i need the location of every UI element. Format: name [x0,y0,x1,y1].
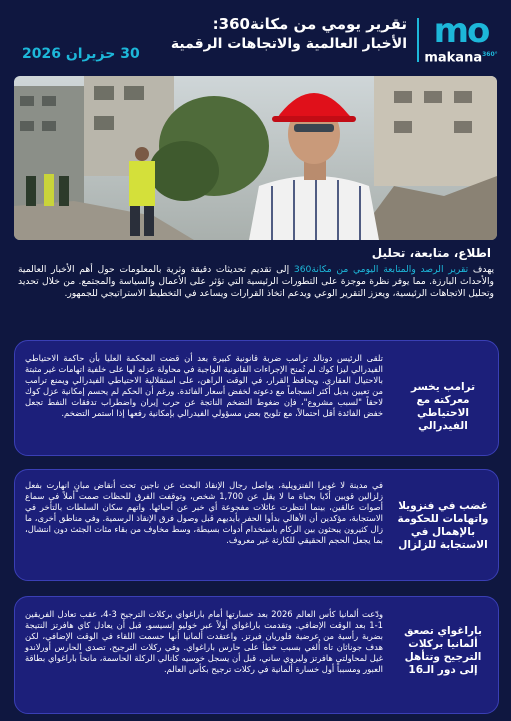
report-header [0,0,511,74]
makana-logo [423,11,499,70]
report-date: 30 حزيران 2026 [22,46,140,62]
intro-lead: يهدف [472,264,495,275]
intro-paragraph [18,264,494,301]
header-divider [417,18,419,62]
title-line-1: تقرير يومي من مكانة360: [212,15,407,33]
news-card [14,469,499,581]
news-card-text: ودّعت ألمانيا كأس العالم 2026 بعد خسارتها أمام باراغواي بركلات الترجيح 3-4، عقب تعادل الفريقين 1-1 بعد الوقت الإضافي. وتقدمت باراغواي أولاً عبر خوليو إنسيسو، قبل أن يعادل كاي هافرتز النتيجة بضربة رأسية من عرضية فلوريان فيرتز. واعتقدت ألمانيا أنها حسمت اللقاء في الوقت الإضافي، لكن هدف جوناثان تاه أُلغي بسبب خطأ على حارس باراغواي. وفي ركلات الترجيح، تصدى الحارس أورلاندو غيل لمحاولتي هافرتز وليروي ساني، قبل أن يسجل خوسيه كانالي الركلة الحاسمة، مانحاً باراغواي بطاقة العبور ومسبباً أول خسارة ألمانية في ركلات ترجيح بكأس العالم. [25,609,384,674]
intro-highlight: تقرير الرصد والمتابعة اليومي من مكانة360 [293,264,469,275]
title-line-2: الأخبار العالمية والاتجاهات الرقمية [170,36,407,52]
news-card [14,596,499,714]
report-tagline: اطلاع، متابعة، تحليل [371,246,491,260]
report-title [107,14,407,54]
news-card-title: باراغواي تصعق ألمانيا بركلات الترجيح وتتأهل إلى دور الـ16 [404,625,482,676]
news-card-text: تلقى الرئيس دونالد ترامب ضربة قانونية كبيرة بعد أن قضت المحكمة العليا بأن حاكمة الاحتياطي الفيدرالي ليزا كوك لم تُمنح الإجراءات القانونية الواجبة في محاولة عزله لها على خلفية اتهامات غير مثبتة بالاحتيال العقاري. ويحافظ القرار، في الوقت الراهن، على استقلالية الاحتياطي الفيدرالي ويمنع ترامب من تعيين بديل أكثر انسجاماً مع دعوته لخفض أسعار الفائدة. ورغم أن الحكم لم يحسم إمكانية عزل كوك لاحقاً "لسبب مشروع"، فإن ضغوط التضخم الناتجة عن حرب إيران واضطراب تدفقات النفط تجعل خفض الفائدة أقل احتمالاً، مع تلويح بعض مسؤولي الفيدرالي بإمكانية رفعها إذا استمر التضخم. [25,353,383,418]
news-card-title: ترامب يخسر معركته مع الاحتياطي الفيدرالي [410,381,476,432]
logo-wordmark: makana$^{360^\circ}$ [424,50,498,66]
intro-body: إلى تقديم تحديثات دقيقة وثرية بالمعلومات حول أهم الأخبار العالمية والأحداث البارزة. مما يوفر نظرة موجزة على التطورات الرئيسية التي تؤثر على الأعمال والسياسة والمجتمع. من خلال تحديد وتحليل الاتجاهات الرئيسية، ويعزز التقرير الوعي ويدعم اتخاذ القرارات ويساعد في التخطيط الاستراتيجي للجمهور. [18,264,494,300]
logo-mark: mo [433,11,489,51]
news-photo-collapsed-building [14,76,497,240]
news-photo [14,76,497,240]
news-card-title: غضب في فنزويلا واتهامات للحكومة بالإهمال في الاستجابة للزلزال [397,500,489,551]
news-card-text: في مدينة لا غويرا الفنزويلية، يواصل رجال الإنقاذ البحث عن ناجين تحت أنقاض مبانٍ انهارت بفعل زلزالين قويين أدّيا بحياة ما لا يقل عن 1,700 شخص، وتوقفت الفرق للحظات صمت أملاً في سماع أصوات عالقين، بينما انتظرت عائلات مفجوعة أي خبر عن أحبائها. واتهم سكان السلطات بالتأخر في الاستجابة، مؤكدين أن الأهالي بدأوا الحفر بأيديهم قبل وصول فرق الإنقاذ الرسمية. وفي مناطق أخرى، ما زال كثيرون يبحثون بين الركام باستخدام أدوات بسيطة، وسط مخاوف من بقاء مئات الجثث دون انتشال، بما يجعل الحجم الحقيقي للكارثة غير معروف. [25,480,383,545]
news-card [14,340,499,456]
